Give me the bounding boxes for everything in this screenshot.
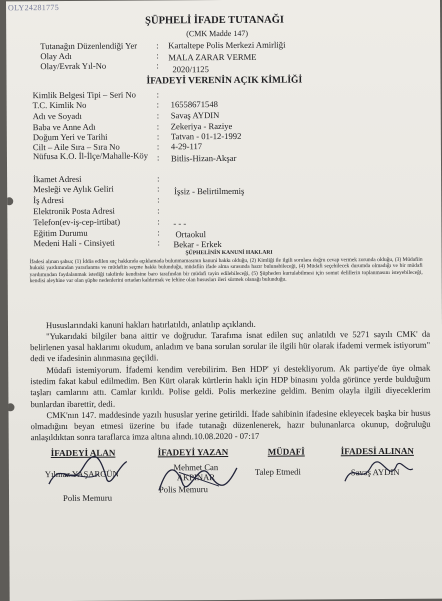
document-number: OLY24281775 <box>8 3 60 13</box>
field-label: Olay Adı <box>40 50 72 62</box>
field-value: Bitlis-Hizan-Akşar <box>170 152 237 164</box>
signature-scribble <box>41 454 131 495</box>
field-value: Kartaltepe Polis Merkezi Amirliği <box>168 39 286 51</box>
field-value: 2020/1125 <box>172 64 209 75</box>
signature-name: Yılmaz YAŞARGÜN <box>44 468 119 480</box>
field-label: T.C. Kimlik No <box>32 99 87 111</box>
signature-scribble <box>149 456 244 499</box>
field-label: Telefon(ev-iş-cep-irtibat) <box>33 216 121 228</box>
field-value: MALA ZARAR VERME <box>168 51 257 63</box>
signature-role: Polis Memuru <box>63 492 113 503</box>
field-label: Olay/Evrak Yıl-No <box>40 60 107 72</box>
field-label: Medeni Hali - Cinsiyeti <box>33 237 115 249</box>
signature-scribble <box>337 455 417 489</box>
identity-fields: Kimlik Belgesi Tipi – Seri No : T.C. Kimlik No : 16558671548 Adı ve Soyadı : Savaş AYDIN Baba ve Anne Adı : Zekeriya - Raziye Doğum Yeri ve Tarihi : Tatvan - 01-12-1992 Cilt – Aile Sıra – Sıra No : 4-29-117 Nüfusa K.O. İl-İlçe/Mahalle-Köy : Bitlis-Hizan-Akşar İkamet Adresi : Mesleği ve Aylık Geliri : İşsiz - Belirtilmemiş İş Adresi : Elektronik Posta Adresi : Telefon(ev-iş-cep-irtibat) : - - - Eğitim Durumu : Ortaokul Medeni Hali - Cinsiyeti : Bekar - Erkek <box>32 89 245 250</box>
field-value: Tatvan - 01-12-1992 <box>170 130 242 142</box>
field-value: Zekeriya - Raziye <box>170 120 233 132</box>
field-label: Nüfusa K.O. İl-İlçe/Mahalle-Köy <box>32 150 149 162</box>
signature-name: Savaş AYDIN <box>350 466 400 478</box>
statement-paragraph: "Yukarıdaki bilgiler bana aittir ve doğrudur. Tarafıma isnat edilen suç anlatıldı ve 5271 sayılı CMK' da belirlenen yasal haklarımı okudum, anladım ve bana sorulan sorular ile ilgili hür olarak ifademi vermek istiyorum" dedi ve ifadesinin alınmasına geçildi. <box>30 328 431 364</box>
statement-paragraph: CMK'nın 147. maddesinde yazılı hususlar yerine getirildi. İfade sahibinin ifadesine ekleyecek başka bir husus olmadığını beyan etmesi üzerine bu ifade tutanağı düzenlenerek, hazır bulunanlarca okunup, doğruluğu anlaşıldıktan sonra taraflarca imza altına alındı.10.08.2020 - 07:17 <box>30 407 431 443</box>
signature-name: Talep Etmedi <box>254 466 301 477</box>
document-subtitle: (CMK Madde 147) <box>186 28 249 39</box>
field-value: İşsiz - Belirtilmemiş <box>174 185 245 197</box>
field-label: Kimlik Belgesi Tipi – Seri No <box>32 89 136 101</box>
statement-paragraph: Müdafi istemiyorum. İfademi kendim verebilirim. Ben HDP' yi destekliyorum. Ak partiye'de üye olmak istedim fakat kabul edilmedim. Ben Kürt olarak kürtlerin haklı için HDP binasını yolda görünce yerde bulduğum taşları camlarını attı. Camlar kırıldı. Polise geldi. Polis merkezine geldim. Benim olayla ilgili diyeceklerim bunlardan ibarettir, dedi. <box>30 362 431 409</box>
field-label: Tutanağın Düzenlendiği Yer <box>40 40 138 52</box>
rights-explained: Hususlarındaki kanuni hakları hatırlatıldı, anlatılıp açıklandı. <box>45 318 256 331</box>
identity-section-title: İFADEYİ VERENİN AÇIK KİMLİĞİ <box>146 75 303 87</box>
statement-document <box>6 0 442 601</box>
field-value: 4-29-117 <box>170 141 203 152</box>
field-value: Savaş AYDIN <box>170 110 220 121</box>
field-label: Cilt – Aile Sıra – Sıra No <box>32 141 120 153</box>
field-label: Mesleği ve Aylık Geliri <box>33 183 114 195</box>
field-label: Baba ve Anne Adı <box>32 121 96 133</box>
rights-title: ŞÜPHELİNİN KANUNİ HAKLARI <box>185 249 273 257</box>
field-value: 16558671548 <box>170 99 218 110</box>
field-label: İkamet Adresi <box>33 173 82 185</box>
signature-heading: İFADEYİ ALAN <box>50 447 116 459</box>
signature-name: Mehmet Can AKPINAR <box>173 462 219 483</box>
signature-heading: MÜDAFİ <box>267 446 305 457</box>
signature-role: Polis Memuru <box>158 484 208 495</box>
field-label: Doğum Yeri ve Tarihi <box>32 131 108 143</box>
punch-hole <box>6 403 14 411</box>
document-title: ŞÜPHELİ İFADE TUTANAĞI <box>145 14 285 27</box>
field-value: - - - <box>173 218 187 229</box>
signature-heading: İFADESİ ALINAN <box>340 445 414 457</box>
field-value: Ortaokul <box>175 229 207 240</box>
field-label: Eğitim Durumu <box>33 227 88 239</box>
punch-hole <box>6 197 13 205</box>
field-value: Bekar - Erkek <box>173 239 222 250</box>
signature-heading: İFADEYİ YAZAN <box>157 446 229 458</box>
top-fields: Tutanağın Düzenlendiği Yer : Kartaltepe Polis Merkezi Amirliği Olay Adı : MALA ZARAR VERME Olay/Evrak Yıl-No : 2020/1125 <box>40 39 286 75</box>
field-label: İş Adresi <box>33 194 65 206</box>
field-label: Adı ve Soyadı <box>32 110 82 122</box>
rights-text: İfadesi alınan şahsa; (1) İddia edilen suç hakkında açıklamada bulunmamasının kanuni hakkı olduğu, (2) Kimliği ile ilgili sorulara doğru cevap vermek zorunda olduğu, (3) Müdafiin hukuki yardımından yararlanma ve müdafiin seçme hakkı bulunduğu, müdafiin ifade alma sırasında hazır bulunabileceği, (4) Müdafi seçebilecek durumda olmadığı ve bir müdafi yardımından faydalanmak istediği takdirde kendisine baro tarafından bir müdafi tayin edilebileceği, (5) Şüpheden kurtulabilmesi için somut delillerin toplanmasını isteyebileceği, kendisi aleyhine var olan şüphe nedenlerini ortadan kaldırmak ve lehine olan hususları ileri sürmek olanağı bulunduğu. <box>29 256 423 285</box>
field-label: Elektronik Posta Adresi <box>33 205 115 217</box>
